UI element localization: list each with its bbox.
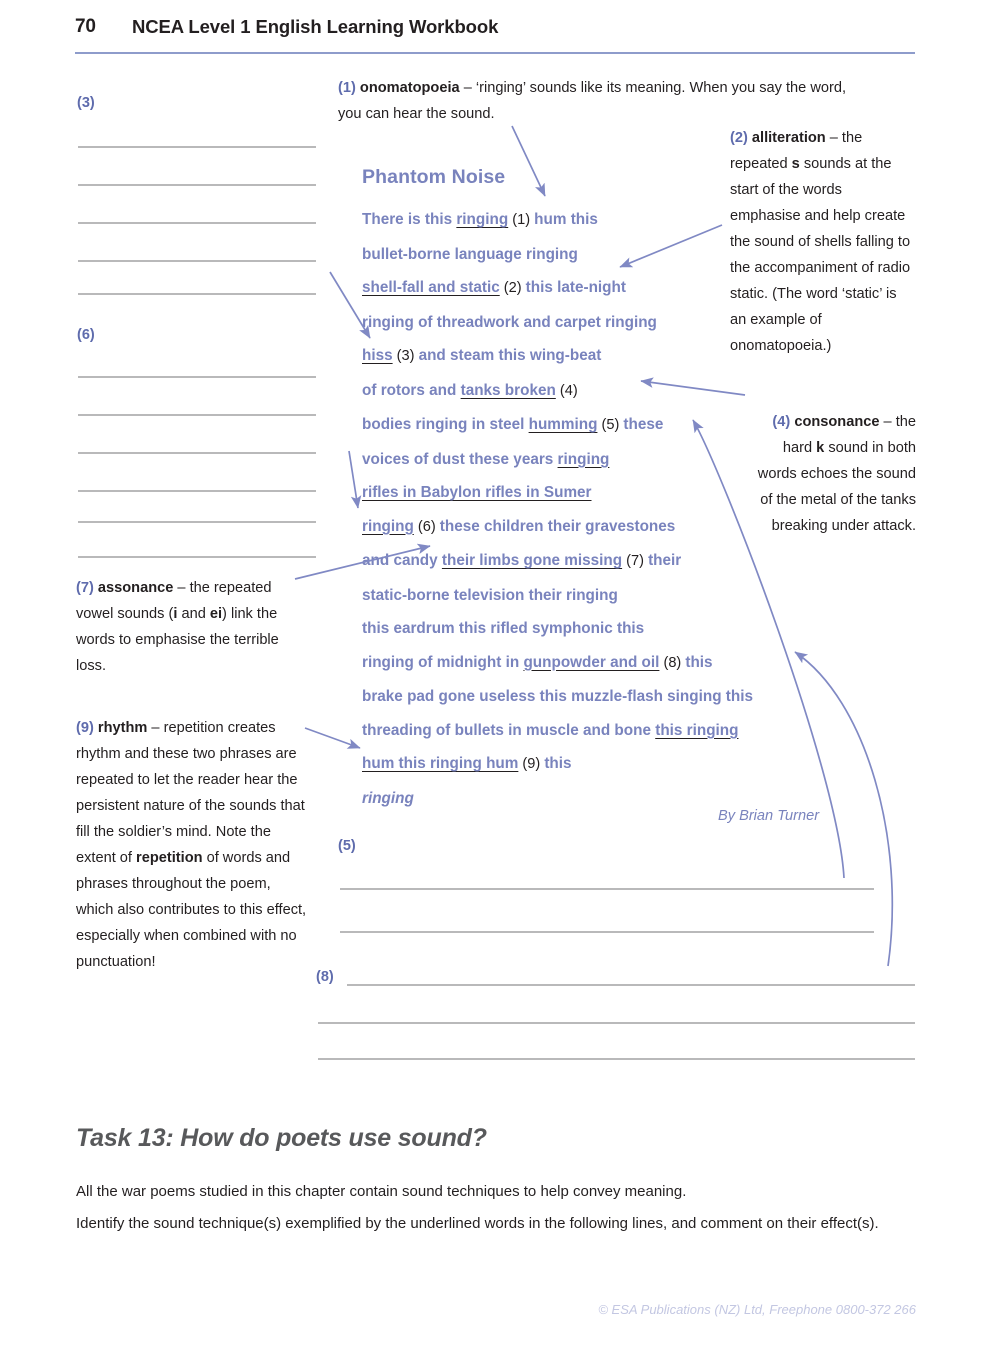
poem-line [362, 510, 832, 545]
arrow-ringing-6 [349, 451, 358, 508]
annotation-term: onomatopoeia [359, 80, 460, 96]
page-footer: © ESA Publications (NZ) Ltd, Freephone 0800-372 266 [598, 1302, 916, 1317]
answer-line[interactable] [340, 931, 874, 933]
annotation-number: (7) [76, 580, 94, 596]
annotation-assonance [76, 576, 312, 680]
underlined-phrase: rifles in Babylon rifles in Sumer [362, 484, 592, 501]
answer-line[interactable] [78, 293, 316, 295]
poem-text: of rotors and [362, 381, 461, 399]
poem-byline: By Brian Turner [718, 808, 820, 824]
poem-line [362, 747, 832, 782]
annotation-number: (1) [338, 80, 356, 96]
poem-text: ringing [362, 789, 414, 807]
page-title: NCEA Level 1 English Learning Workbook [132, 16, 499, 37]
answer-marker-3: (3) [77, 95, 95, 111]
poem-text: bullet-borne language ringing [362, 245, 578, 263]
answer-marker-6: (6) [77, 327, 95, 343]
task-heading: Task 13: How do poets use sound? [76, 1124, 487, 1152]
poem-line [362, 544, 832, 579]
answer-line[interactable] [340, 888, 874, 890]
underlined-phrase: ringing [557, 450, 610, 468]
annotation-ref: (2) [499, 280, 526, 296]
answer-line[interactable] [78, 184, 316, 186]
annotation-ref: (1) [508, 212, 535, 228]
poem-line [362, 714, 832, 748]
task-paragraph-1: All the war poems studied in this chapter contain sound techniques to help convey meaning. [76, 1183, 687, 1200]
annotation-onomatopoeia [338, 76, 848, 128]
answer-line[interactable] [78, 414, 316, 416]
poem-text: and candy [362, 552, 442, 569]
answer-marker-5: (5) [338, 838, 356, 854]
header-divider [75, 52, 915, 54]
poem-line [362, 476, 832, 510]
page-number: 70 [75, 16, 96, 37]
poem-text: these children their gravestones [439, 517, 676, 535]
annotation-rhythm [76, 716, 308, 976]
arrow-rhythm [305, 728, 360, 748]
annotation-ref: (6) [413, 518, 440, 535]
annotation-number: (9) [76, 720, 94, 736]
answer-line[interactable] [78, 490, 316, 492]
answer-line[interactable] [78, 556, 316, 558]
poem-text: brake pad gone useless this muzzle-flash singing this [362, 688, 754, 705]
poem-text: this [685, 653, 713, 671]
answer-line[interactable] [318, 1058, 915, 1060]
poem-line [362, 271, 832, 306]
poem-text: threading of bullets in muscle and bone [362, 721, 656, 739]
annotation-ref: (4) [555, 382, 578, 399]
poem-line [362, 306, 832, 340]
annotation-body: – ‘ringing’ sounds like its meaning. When you say the word, you can hear the sound. [338, 80, 847, 122]
underlined-phrase: ringing [456, 211, 509, 228]
annotation-ref: (7) [622, 553, 649, 569]
poem-line [362, 408, 832, 443]
answer-line[interactable] [78, 146, 316, 148]
poem-line [362, 646, 832, 681]
poem-text: this late-night [525, 279, 626, 296]
poem-text: ringing of midnight in [362, 653, 524, 671]
poem-line [362, 238, 832, 272]
answer-line[interactable] [78, 222, 316, 224]
underlined-phrase: hum this ringing hum [362, 755, 519, 772]
poem-line [362, 203, 832, 238]
answer-line[interactable] [78, 376, 316, 378]
poem-text: voices of dust these years [362, 450, 558, 468]
underlined-phrase: hiss [362, 347, 393, 364]
poem-text: and steam this wing-beat [418, 347, 602, 364]
annotation-body: – the hard k sound in both words echoes the sound of the metal of the tanks breaking under attack. [757, 414, 916, 534]
underlined-phrase: shell-fall and static [362, 279, 500, 296]
poem-block [362, 166, 832, 815]
annotation-body: – the repeated s sounds at the start of the words emphasise and help create the sound of shells falling to the accompaniment of radio static. (The word ‘static’ is an example of onomatopoeia.) [730, 130, 911, 354]
poem-text: their [648, 552, 682, 569]
annotation-ref: (5) [597, 417, 624, 433]
annotation-term: assonance [97, 580, 174, 596]
annotation-body: – the repeated vowel sounds (i and ei) link the words to emphasise the terrible loss. [76, 580, 279, 674]
poem-text: static-borne television their ringing [362, 586, 618, 604]
poem-lines [362, 203, 832, 815]
annotation-ref: (8) [659, 654, 686, 671]
annotation-ref: (3) [392, 348, 419, 364]
poem-line [362, 579, 832, 613]
annotation-body: – repetition creates rhythm and these two phrases are repeated to let the reader hear the persistent nature of the sounds that fill the soldier’s mind. Note the extent of repetition of words and phrases throughout the poem, which also contributes to this effect, especially when combined with no punctuation! [76, 720, 307, 970]
poem-line [362, 443, 832, 477]
poem-text: bodies ringing in steel [362, 416, 529, 433]
poem-text: these [623, 416, 664, 433]
poem-text: this eardrum this rifled symphonic this [362, 620, 645, 637]
answer-line[interactable] [78, 452, 316, 454]
poem-text: ringing of threadwork and carpet ringing [362, 313, 657, 331]
answer-line[interactable] [78, 521, 316, 523]
poem-text: this [544, 755, 572, 772]
annotation-term: alliteration [751, 130, 826, 146]
annotation-number: (2) [730, 130, 748, 146]
annotation-number: (4) [772, 414, 791, 430]
underlined-phrase: this ringing [655, 721, 739, 739]
poem-text: hum this [534, 211, 598, 228]
underlined-phrase: their limbs gone missing [441, 552, 623, 569]
poem-line [362, 612, 832, 646]
answer-line[interactable] [347, 984, 915, 986]
annotation-term: consonance [794, 414, 880, 430]
poem-text: There is this [362, 211, 457, 228]
page-header [75, 16, 915, 56]
underlined-phrase: gunpowder and oil [523, 653, 660, 671]
poem-line [362, 680, 832, 714]
poem-line [362, 374, 832, 409]
underlined-phrase: ringing [362, 517, 414, 535]
answer-marker-8: (8) [316, 969, 334, 985]
poem-line [362, 339, 832, 374]
answer-line[interactable] [78, 260, 316, 262]
annotation-term: rhythm [97, 720, 148, 736]
annotation-ref: (9) [518, 756, 545, 772]
underlined-phrase: humming [528, 416, 598, 433]
underlined-phrase: tanks broken [460, 381, 556, 399]
answer-line[interactable] [318, 1022, 915, 1024]
poem-title: Phantom Noise [362, 166, 506, 188]
task-paragraph-2: Identify the sound technique(s) exemplified by the underlined words in the following lines, and comment on their effect(s). [76, 1215, 879, 1232]
